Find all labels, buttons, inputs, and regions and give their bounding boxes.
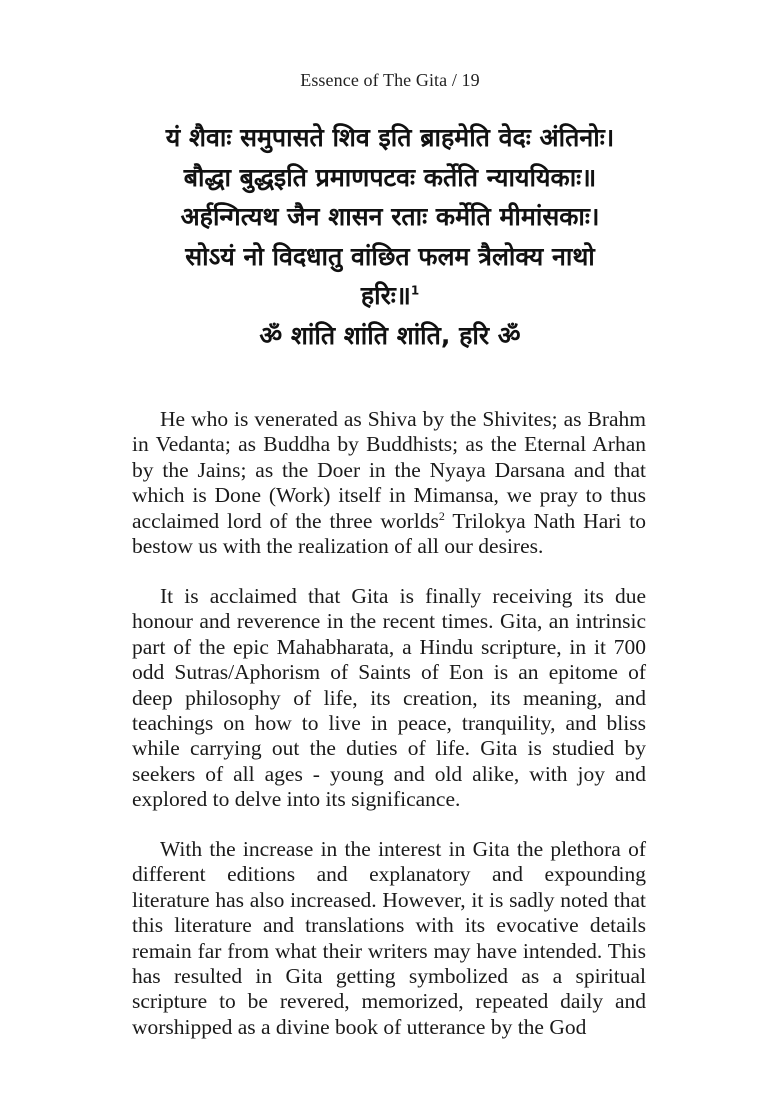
paragraph: It is acclaimed that Gita is finally receiving its due honour and reverence in the recent times. Gita, an intrinsic part of the epic Mahabharata, a Hindu scripture, in it 700 odd Sutras/Aphorism of Saints of Eon is an epitome of deep philosophy of life, its creation, its meaning, and teachings on how to live in peace, tranquility, and bliss while carrying out the duties of life. Gita is studied by seekers of all ages - young and old alike, with joy and explored to delve into its significance.	[132, 584, 646, 812]
verse-line: बौद्धा बुद्धइति प्रमाणपटवः कर्तेति न्याययिकाः॥	[183, 162, 597, 192]
paragraph-text: He who is venerated as Shiva by the Shivites; as Brahm in Vedanta; as Buddha by Buddhists; as the Eternal Arhan by the Jains; as the Doer in the Nyaya Darsana and that which is Done (Work) itself in Mimansa, we pray to thus acclaimed lord of the three worlds	[132, 407, 646, 533]
verse-line: सोऽयं नो विदधातु वांछित फलम त्रैलोक्य नाथो	[185, 241, 595, 271]
verse-line-text: हरिः॥	[360, 281, 411, 310]
verse-line-shanti: ॐ शांति शांति शांति, हरि ॐ	[259, 320, 521, 350]
verse-line: यं शैवाः समुपासते शिव इति ब्राहमेति वेदः अंतिनोः।	[165, 123, 615, 152]
verse-line: अर्हन्गित्यथ जैन शासन रताः कर्मेति मीमांसकाः।	[180, 202, 600, 231]
running-header: Essence of The Gita / 19	[300, 70, 480, 90]
sanskrit-verse	[100, 118, 680, 355]
body-paragraph-3	[132, 837, 646, 1052]
footnote-ref-1: 1	[410, 283, 420, 298]
body-paragraph-1	[132, 407, 646, 571]
paragraph: With the increase in the interest in Gita the plethora of different editions and explanatory and expounding literature has also increased. However, it is sadly noted that this literature and translations with its evocative details remain far from what their writers may have intended. This has resulted in Gita getting symbolized as a spiritual scripture to be revered, memorized, repeated daily and worshipped as a divine book of utterance by the God	[132, 837, 646, 1039]
paragraph	[132, 407, 646, 559]
body-paragraph-2	[132, 584, 646, 825]
footnote-ref-2: 2	[438, 508, 445, 523]
paragraph-text: Trilokya Nath Hari to bestow us with the realization of all our desires.	[132, 508, 646, 559]
verse-line-with-footnote	[100, 276, 680, 316]
